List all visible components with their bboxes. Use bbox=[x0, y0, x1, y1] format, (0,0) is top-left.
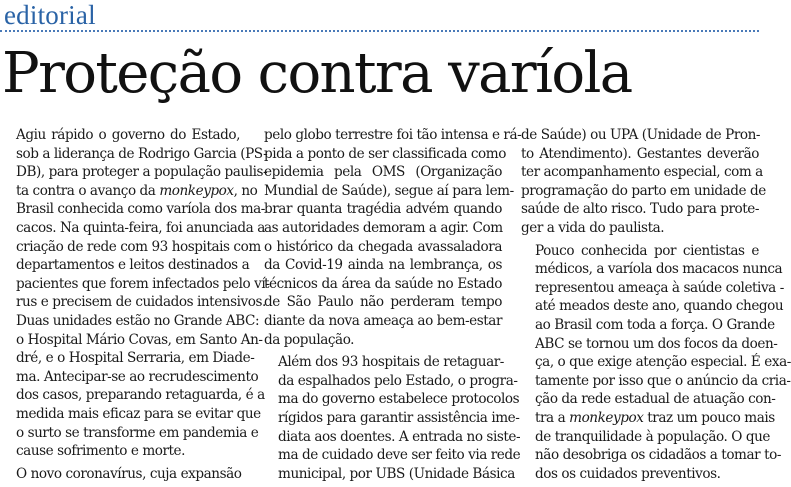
text-line: ta contra o avanço da monkeypox, no bbox=[16, 182, 258, 199]
text-line: ma de cuidado deve ser feito via rede bbox=[278, 447, 521, 464]
text-line: da população. bbox=[264, 331, 355, 348]
text-line: ça, o que exige atenção especial. É exa- bbox=[535, 354, 791, 371]
text-line: O novo coronavírus, cuja expansão bbox=[16, 465, 242, 482]
text-line: não desobriga os cidadãos a tomar to- bbox=[535, 447, 781, 464]
text-line: departamentos e leitos destinados a bbox=[16, 257, 250, 274]
text-line: ao Brasil com toda a força. O Grande bbox=[535, 316, 775, 333]
headline: Proteção contra varíola bbox=[2, 41, 632, 106]
text-line: Duas unidades estão no Grande ABC: bbox=[16, 312, 260, 329]
text-line: de Saúde) ou UPA (Unidade de Pron- bbox=[521, 127, 761, 143]
article-column-1 bbox=[2, 126, 270, 487]
text-line: cause sofrimento e morte. bbox=[16, 443, 186, 460]
text-line: medida mais eficaz para se evitar que bbox=[16, 405, 261, 422]
article-paragraph bbox=[2, 126, 270, 461]
text-line: pelo globo terrestre foi tão intensa e rá- bbox=[264, 127, 522, 143]
text-line: saúde de alto risco. Tudo para prote- bbox=[521, 201, 760, 218]
section-divider bbox=[0, 30, 759, 32]
article-column-3 bbox=[521, 126, 791, 487]
text-line: dos os cuidados preventivos. bbox=[535, 465, 721, 482]
text-line: tra a monkeypox traz um pouco mais bbox=[535, 409, 775, 426]
text-line: rus e precisem de cuidados intensivos. bbox=[16, 294, 266, 311]
article-paragraph bbox=[264, 353, 521, 483]
text-line: as autoridades demoram a agir. Com bbox=[264, 219, 503, 236]
text-line: Além dos 93 hospitais de retaguar- bbox=[278, 354, 504, 371]
article-column-2 bbox=[264, 126, 522, 487]
text-line: médicos, a varíola dos macacos nunca bbox=[535, 261, 783, 278]
text-line: de São Paulo não perderam tempo bbox=[264, 294, 502, 311]
article-paragraph bbox=[2, 465, 240, 484]
text-line: rígidos para garantir assistência ime- bbox=[278, 409, 520, 426]
text-line: ABC se tornou um dos focos da doen- bbox=[535, 335, 778, 352]
text-line: Agiu rápido o governo do Estado, bbox=[16, 127, 240, 143]
text-line: o surto se transforme em pandemia e bbox=[16, 424, 259, 441]
text-line: epidemia pela OMS (Organização bbox=[264, 164, 502, 181]
text-line: criação de rede com 93 hospitais com bbox=[16, 238, 261, 255]
text-line: Mundial de Saúde), segue aí para lem- bbox=[264, 182, 514, 199]
article-paragraph bbox=[521, 126, 766, 238]
text-line: o histórico da chegada avassaladora bbox=[264, 238, 502, 255]
text-line: DB), para proteger a população paulis- bbox=[16, 164, 268, 181]
text-line: representou ameaça à saúde coletiva - bbox=[535, 279, 784, 296]
text-line: dré, e o Hospital Serraria, em Diade- bbox=[16, 350, 255, 367]
text-line: pacientes que forem infectados pelo ví- bbox=[16, 275, 270, 292]
text-line: ma. Antecipar-se ao recrudescimento bbox=[16, 368, 259, 385]
text-line: de tranquilidade à população. O que bbox=[535, 428, 771, 445]
text-line: brar quanta tragédia advém quando bbox=[264, 201, 502, 218]
article-paragraph bbox=[264, 126, 522, 349]
text-line: Brasil conhecida como varíola dos ma- bbox=[16, 201, 265, 218]
text-line: sob a liderança de Rodrigo Garcia (PS- bbox=[16, 145, 268, 162]
text-line: pida a ponto de ser classificada como bbox=[264, 145, 506, 162]
text-line: to Atendimento). Gestantes deverão bbox=[521, 145, 759, 162]
text-line: municipal, por UBS (Unidade Básica bbox=[278, 465, 515, 482]
text-line: ter acompanhamento especial, com a bbox=[521, 164, 763, 181]
text-line: diata aos doentes. A entrada no siste- bbox=[278, 428, 521, 445]
text-line: Pouco conhecida por cientistas e bbox=[535, 242, 759, 259]
article-paragraph bbox=[521, 242, 791, 484]
text-line: da espalhados pelo Estado, o progra- bbox=[278, 372, 518, 389]
text-line: dos casos, preparando retaguarda, é a bbox=[16, 387, 265, 404]
text-line: programação do parto em unidade de bbox=[521, 182, 766, 199]
text-line: cacos. Na quinta-feira, foi anunciada a bbox=[16, 219, 265, 236]
section-kicker: editorial bbox=[4, 0, 96, 30]
text-line: diante da nova ameaça ao bem-estar bbox=[264, 312, 502, 329]
text-line: ção da rede estadual de atuação con- bbox=[535, 391, 776, 408]
text-line: técnicos da área da saúde no Estado bbox=[264, 275, 502, 292]
text-line: até meados deste ano, quando chegou bbox=[535, 298, 784, 315]
text-line: da Covid-19 ainda na lembrança, os bbox=[264, 257, 502, 274]
text-line: tamente por isso que o anúncio da cria- bbox=[535, 372, 791, 389]
text-line: o Hospital Mário Covas, em Santo An- bbox=[16, 331, 263, 348]
text-line: ma do governo estabelece protocolos bbox=[278, 391, 520, 408]
text-line: ger a vida do paulista. bbox=[521, 219, 665, 236]
